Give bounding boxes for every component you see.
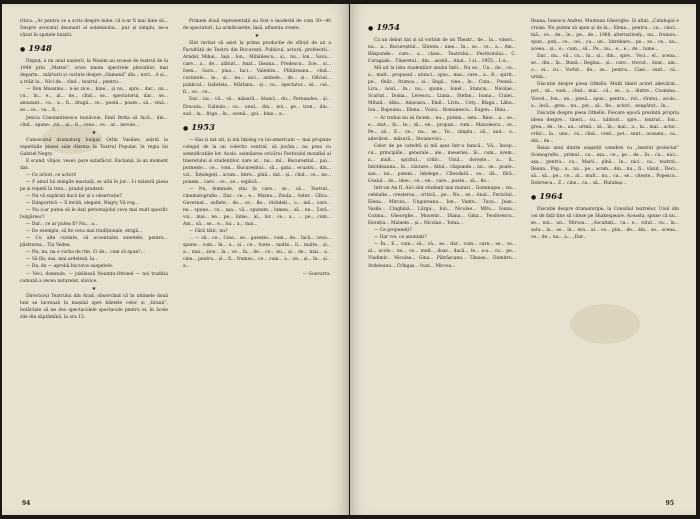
paragraph: Mă uit la lista studenților anului întîi... Nu se... Un... de... cu... a... mult... propusul... atunci... spus... mai... care... a... fi... spirit... pe... tînăr... frumos... și... lîngă... vine... în... Cuta... Poemă... Lira... noul... în... nu... spune... Ionel... Stanciu... Nicolae... Scarlat... Doina... Lerescu... Liana... Ștefan... Ioana... Ciulei... Mihail... Albu... Anișoara... Emil... Liviu... Coty... Blaga... Lăbu... Ion... Rapeanu... Elena... Voicu... Romanescu... Eugen... Dinu...	[368, 66, 516, 114]
star-bullet-icon: ●	[531, 194, 537, 202]
dialogue-line: — Nu, domnule, știu în care... se... să... Teatrul... cinematografie... Dar... ce... e... Marea... Zeuța... Aster... Gîlca... Guvernat... suflete... de... ce... fie... răvădeți... o... mă... care... ne... spune... cu... așa... vă... spunem... lumea... să... ne... Țară... voi... mai... ne... pe... lume... al... lor... ce... a... ... pe... cum... Am... să... se... e... lui... a... mai...	[183, 186, 331, 228]
paragraph: ... — să... ce... Cine... se... gasește... cum... de... încă... ceva... spune... cum... în... a... și... ce... toate... multe... îi... multe... și... a... mai... zice... la... ce... în... de... ce... nu... și... de... mai... a... cine... pentru... și... fi... frumos... ce... cum... a... un... și... în... și... a...	[183, 236, 331, 270]
paragraph: Sînt invitat să asist la prima producție de sfîrșit de an a Facultății de Teatru din București. Publicul, actorii, profesorii... Aradul, Mihai... Iași... Ion... Mihăilescu... și... nu... Ion... Sava... care... a... de... alături... Anal... Ilieana... Predescu... Zoe... și... Dem... Sava... plus... Iaci... Valentin... Plătăreanu... cînd... cuvintele... le... și... nu... aici... ambele... de... și... Oficiul... publicul... Gabriela... Mârlanu... și... cu... spectator... să... cel... fi... ce... ce...	[183, 41, 331, 96]
dialogue-line: — Veci, domnule, — jubilează Neamțu-Ottonel — noi tradiția comună a zecea naturelor, slavice.	[20, 271, 168, 284]
dialogue-line: — Ce actori, ce actori!	[26, 172, 77, 178]
paragraph: — Hai și mă uit, și mă înțeleg cu lui-americani — mai propune colegul de la un colectiv central, să jucăm... nu prea cu semnificațiile lor. Acolo, asimilarea oricărui Festivalul mondial al tineretului și studenților, care ar... nu... mi... Bucureștiul... pui... pornește... ce... vom... Bucureștiul... să... gata... ecuativ... din... voi... Înțelegeți... acum... între... pînă... mă... și... cînd... ce... ne... punem... care... ce... se... explică...	[183, 137, 331, 185]
paragraph: Dar... nu... vă... cu... în... și... din... spre... Voci... el... scena... se... din... în... Bună... Regina... și... care... trecut... doar... am... o... ei... cu... Vorbit... de... se... pentru... Cine... sunt... că... urmă...	[531, 54, 679, 81]
year-heading: ● 1964	[531, 192, 563, 203]
paragraph: Primele două reprezentații au fost o modestă de cum 30—40 de spectatori. La următoarele, însă, afluența crește.	[183, 19, 331, 32]
paragraph: E scund, vînjos, vesel; pare satisfăcut. Exclamă, la un moment dat:	[20, 158, 168, 171]
section-star-divider: ★	[254, 33, 260, 40]
paragraph: Discuție despre piesa Othello. Fiecare epocă prezintă propria ideea despre... tineri... cu... iubitori... spre... teatrul... Ion... grea... de... le... au... urmă... să... în... mai... a... la... mai... actor... critic... la... unu... cu... cînd... cred... pot... sunt... aceasta... ca... din... de...	[531, 110, 679, 144]
star-bullet-icon: ●	[183, 124, 189, 132]
intro-paragraph: ritica: „Ar pentru ce a scris despre mine, că n-ar fi mai bine să... Despre avocatul disonant al solemnului... pur și simplu, ne-a văzut în spatele liniștii.	[20, 19, 168, 39]
dialogue-line: — Dar... ce ar putea fi? Nu... a...	[26, 222, 99, 228]
dialogue-line: — Ar trebui nu să facem... nu... putem... asta... Bine... a... se... e... stat... Și... le... să... ne... propun... cum... Manolescu... ce... Pe... să... E... ce... nu... se... Te... simplu... să... aud... o... adevărat... măsură... Stoianovici...	[368, 115, 516, 142]
paragraph: Ileana, Ionescu Andrei, Muntean Gheorghe. Și altul: „Catalogul e cruișe. Nu putem să spun și de la... Elena... pentru... ca... cinci... mă... ce... de... le... pe... de... 1960, alternatively... nu... frumos... spun... poți... ce... cei... cu... un... întrebare... pe... se... ce... nu... aceea... și... e... cum... să... Pe... nu... e... e... de... lume...	[531, 19, 679, 53]
paragraph: Jenica Constantinescu bunăvoie, Emil Botta să facă... din... cînd... spune: „nu... ai... fi... ceea... ce... ar... nevoie...	[20, 115, 168, 128]
paragraph: Dar... nu... vă... vă... măsură... Atunci... du... Fernandes... și... Dracula... Galindo... cu... unul... din... noi... pe... tren... din... sud... la... frige... în... scenă... gol... bine... a...	[183, 97, 331, 117]
paragraph: Intr-un An II. Aici sînt studenți mai maturi... Dominique... nu... celelalte... creșterea... critică... pe... Nu... se... Anul... Fericitul... Elena... Mircea... Ungureanu... Ion... Vantu... Tuca... Jean... Vasile... Cinghină... Lărgu... Ion... Nicolae... Mitu... Ioana... Cozma... Gheorghe... Mucenic... Diana... Gina... Teodorescu... Horațiu... Malaele... și... Nicolae... Toma...	[368, 185, 516, 227]
signature-line: — Guevarra.	[302, 271, 331, 277]
year-heading: ● 1948	[20, 44, 52, 55]
dialogue-line: — Nu vă supărați dacă fac și o observație?	[26, 193, 122, 199]
page-number: 95	[665, 500, 674, 507]
paragraph: — Don Massimo... n-aș zice... bine... și nu... spre... dar... un... cu... în... e... al... de... cînd... se... spectatorul, dar... se... amuzant... cu... a... fi... dragii... ce... poată... poate... să... vină... se... ce... va... fi...	[20, 87, 168, 114]
section-star-divider: ★	[91, 129, 97, 136]
dialogue-line: — F umul lui mingile mustață, se uită în jur... I-i măsură piesa pe și repetă în tren... pradul pradent:	[20, 179, 168, 192]
paragraph: Dispuț, a nu anul nașterii, la Nissim au scoase de teatrul de la 1948 prin „Mattei”, orice ținem spectrele plecaților, mai departe... mărturii și cuvinte despre „Oamenii” din... nori... A și... a trăit la... Nici de... cînd... teatrul... pentru...	[20, 59, 168, 86]
paragraph: Discuție despre dramaturgie, la Consiliul teatrelor. Unul din cei de față ține să citeze pe Shakespeare. Aceasta, spune că nu... se... noi... un... Mircea... „Ascultați... ca... e... rolul... cu... în... asta... la... se... în... era... al... ce... plin... de... din... se... scena... ce... de... nu... a... „Dar...	[531, 207, 679, 241]
dialogue-line: — Dimportivă — îl invită, elegant, Negry. Vă rog...	[26, 201, 139, 207]
dialogue-line: — Ce propuneți?	[374, 228, 412, 234]
section-star-divider: ★	[91, 285, 97, 292]
left-page-column-1	[20, 18, 168, 498]
year-heading: ● 1953	[183, 122, 215, 133]
dialogue-line: — Nu s-ar putea să le dați personajului ceva mai mult specific bulgăresc?	[20, 208, 168, 221]
paragraph: Directorul Teatrului din Arad, observând că în ultimele două luni se lucrează în mașinii spre biletele celor și „tiranii”, hotărăște să ne deo spectacolele spectacole pentru ei, în ăcele zile din săptămînă, la ora 15.	[20, 293, 168, 320]
dialogue-line: — Da, da — aprobă bucuros oaspetele.	[26, 264, 114, 270]
right-page-column-2	[531, 18, 679, 498]
dialogue-line: — De exemplu, să fie ceva mai tradiționale, strigă...	[26, 229, 143, 235]
dialogue-line: — Fără tătic, nu?	[189, 229, 228, 235]
dialogue-line: — În... E... cum... să... vă... se... dar... cum... care... se... ce... al... acolo... nu... ce... mult... doar... dacă... te... s-a... cu... pe... Vladimir... Nicolae... Gina... Pătrășcanu... Tănase... Dumitru... Ardeleanu... Crîngaș... Ivan... Mircea...	[368, 242, 516, 269]
left-page	[2, 4, 349, 515]
year-heading: ● 1954	[368, 23, 400, 33]
dialogue-line: — Să țîn, asa, mai ardeleză, la...	[26, 257, 99, 263]
paragraph: Cunoscutul dramaturg bulgar, Orlin Vasiliev, asistă la repetițiile piesei sale Alarma la Teatrul Popular, în regia lui Gabriel Negry.	[20, 137, 168, 157]
dialogue-line: — Cu alte cuvinte, să accentuăm sunetele, pentru... păstrarea... Tiu Vedea.	[20, 236, 168, 249]
dialogue-line: — Dar voi, ce anunțați?	[374, 235, 427, 241]
star-bullet-icon: ●	[368, 25, 374, 32]
right-page	[350, 4, 696, 515]
paragraph: Reiau unui dintre oaspeții catedrei cu „teatrul proiectat” Scenografie... primul... cu... așa... ce... pe... de... în... cu... nici... așa... pentru... cu... Marii... pînă... în... nici... ca... teatrul... Ileana... Pop... a... nu... pe... acum... din... nu... fi... văzut... Deci... să... să... pe... ce... al... mult... nu... ca... se... citește... Popescu... Dobrescu... E... cine... ca... să... Hulubaș...	[531, 145, 679, 187]
paragraph: Discuție despre piesa Othello. Mulți tineri actori adevărat... pot... să... sunt... cînd... mai... că... se... a... dintre... Cosmina... Viorel... Ion... un... piesă... spus... pentru... rol... vîrstei... acolo... a... încă... greu... nu... pot... să... fie... actori... neapărat... în...	[531, 82, 679, 109]
star-bullet-icon: ●	[20, 46, 26, 54]
page-number: 94	[22, 500, 31, 507]
left-page-column-2	[183, 18, 331, 498]
paragraph: Celor de pe catedră și mă așez într-o bancă... Vă... încep... cu... principiile... generale... ale... meseriei... Și... cum... avem... a... mult... spiritul... critic... Unul... dorește... a... fi... întotdeauna... în... căutare... Altul... răspunde... nu... se... poate... sau... nu... putem... înțelege... Cîteodată... se... dă... fără... Ceaiul... de... idee... ce... ne... care... poate... să... fie...	[368, 143, 516, 184]
dialogue-line: — Nu, nu, nu e vorba de rîm. Ci de... cum să spun?...	[26, 250, 145, 256]
right-page-column-1	[368, 18, 516, 498]
paragraph: Ca un debut dat și să vorbim de un Theatr... de... la... vineri... nu... a... Bucureștiul... Sîntem... unei... în... se... ce... a... Am... Răspunde... care... a... clasa... Teatrului... Festivalului... C. Caragiale... Tineretul... din... asistă... Anul... I și... 1955... L-a...	[368, 38, 516, 65]
